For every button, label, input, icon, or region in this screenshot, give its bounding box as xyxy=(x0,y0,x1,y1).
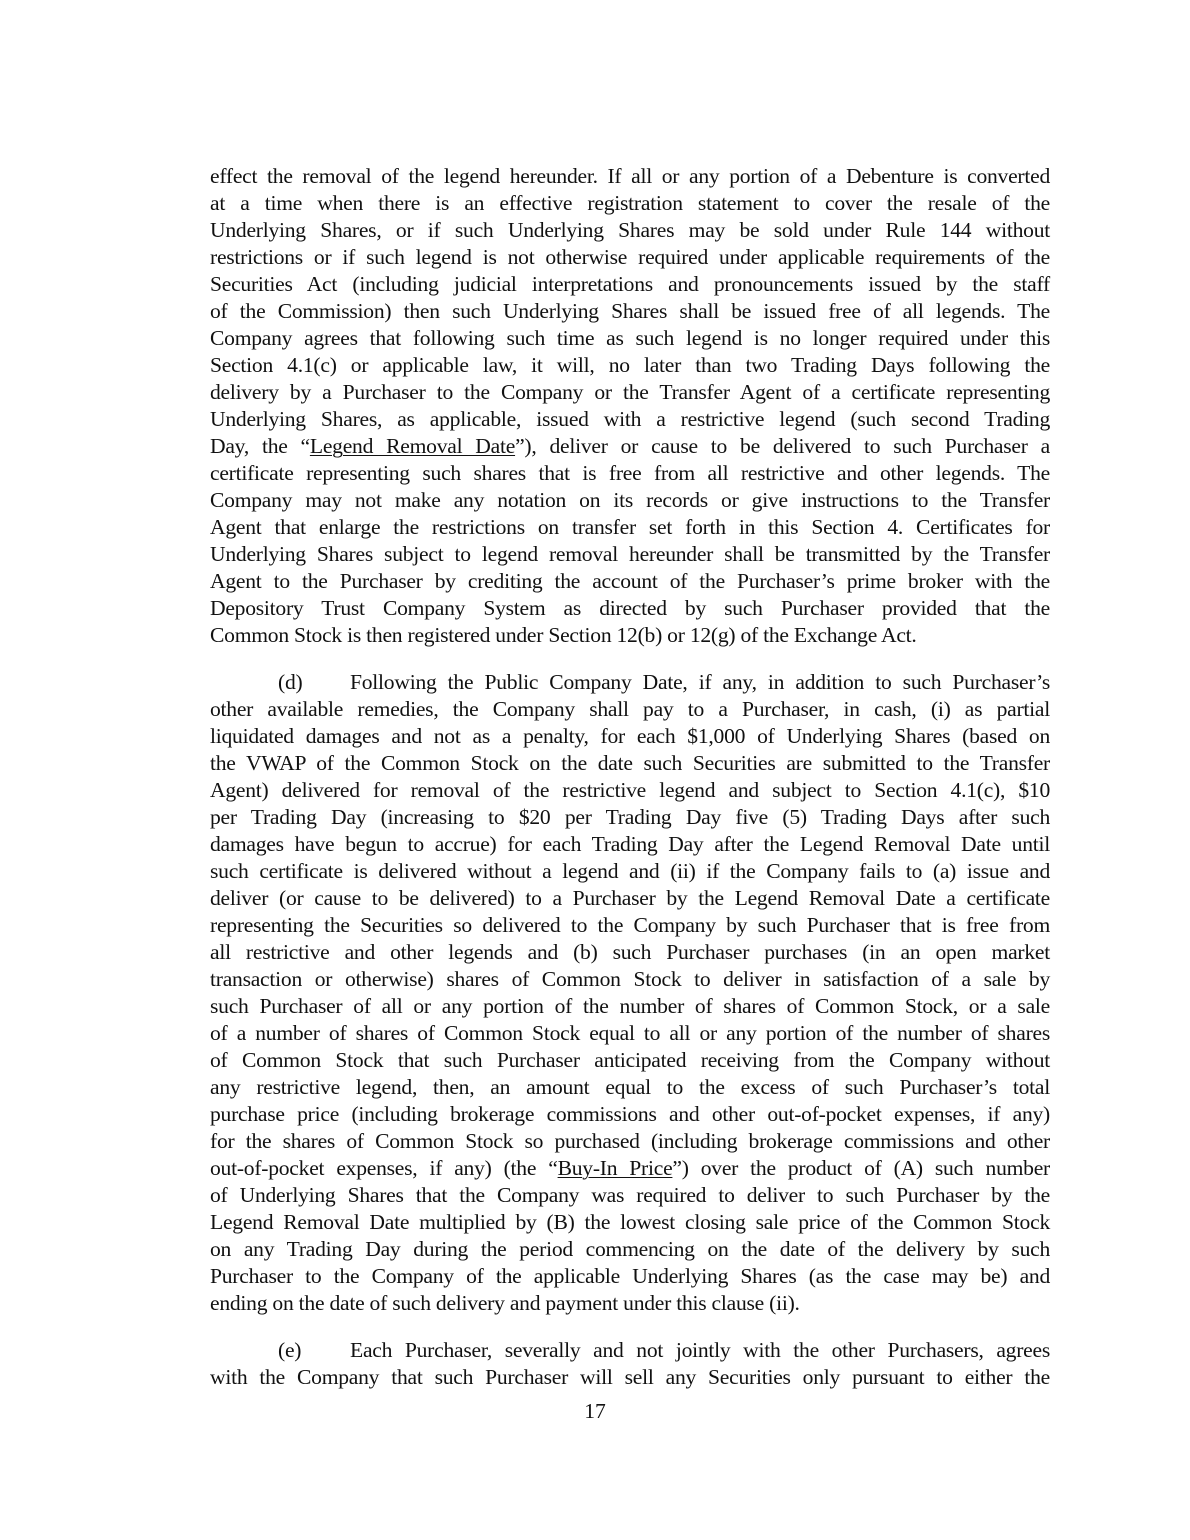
text-line: with the Company that such Purchaser will sell any Securities only pursuant to either the xyxy=(210,1365,1050,1389)
text-line: Underlying Shares, or if such Underlying Shares may be sold under Rule 144 without xyxy=(210,218,1050,242)
defined-term-buy-in-price: Buy-In Price xyxy=(557,1156,673,1180)
defined-term-legend-removal-date: Legend Removal Date xyxy=(309,434,516,458)
paragraph-c-continued xyxy=(210,163,1050,649)
text-line: of Underlying Shares that the Company was required to deliver to such Purchaser by the xyxy=(210,1183,1050,1207)
text-segment: ”), deliver or cause to be delivered to such Purchaser a xyxy=(515,434,1050,458)
paragraph-d xyxy=(210,669,1050,1317)
text-line: at a time when there is an effective registration statement to cover the resale of the xyxy=(210,191,1050,215)
text-segment: ”) over the product of (A) such number xyxy=(672,1156,1050,1180)
text-line: the VWAP of the Common Stock on the date such Securities are submitted to the Transfer xyxy=(210,751,1050,775)
text-line: Underlying Shares, as applicable, issued with a restrictive legend (such second Trading xyxy=(210,407,1050,431)
text-line: effect the removal of the legend hereunder. If all or any portion of a Debenture is converted xyxy=(210,164,1050,188)
text-segment: out-of-pocket expenses, if any) (the “ xyxy=(210,1156,558,1180)
paragraph-first-line xyxy=(210,1337,1050,1364)
text-segment: Day, the “ xyxy=(210,434,310,458)
text-line: other available remedies, the Company shall pay to a Purchaser, in cash, (i) as partial xyxy=(210,697,1050,721)
text-segment: Each Purchaser, severally and not jointly with the other Purchasers, agrees xyxy=(350,1338,1050,1362)
text-line: Agent to the Purchaser by crediting the account of the Purchaser’s prime broker with the xyxy=(210,569,1050,593)
text-line: of Common Stock that such Purchaser anticipated receiving from the Company without xyxy=(210,1048,1050,1072)
text-line: of a number of shares of Common Stock equal to all or any portion of the number of shares xyxy=(210,1021,1050,1045)
text-line: on any Trading Day during the period commencing on the date of the delivery by such xyxy=(210,1237,1050,1261)
text-line: all restrictive and other legends and (b) such Purchaser purchases (in an open market xyxy=(210,940,1050,964)
text-line: Purchaser to the Company of the applicable Underlying Shares (as the case may be) and xyxy=(210,1264,1050,1288)
text-line: for the shares of Common Stock so purchased (including brokerage commissions and other xyxy=(210,1129,1050,1153)
text-line: restrictions or if such legend is not otherwise required under applicable requirements of the xyxy=(210,245,1050,269)
text-line: such Purchaser of all or any portion of the number of shares of Common Stock, or a sale xyxy=(210,994,1050,1018)
page-number: 17 xyxy=(584,1399,606,1423)
text-line: Legend Removal Date multiplied by (B) the lowest closing sale price of the Common Stock xyxy=(210,1210,1050,1234)
text-line: representing the Securities so delivered to the Company by such Purchaser that is free from xyxy=(210,913,1050,937)
text-line: Agent that enlarge the restrictions on transfer set forth in this Section 4. Certificates for xyxy=(210,515,1050,539)
text-line: ending on the date of such delivery and payment under this clause (ii). xyxy=(210,1291,800,1315)
paragraph-label: (e) xyxy=(278,1338,302,1362)
text-line: delivery by a Purchaser to the Company or the Transfer Agent of a certificate representing xyxy=(210,380,1050,404)
paragraph-e xyxy=(210,1337,1050,1391)
text-line: Securities Act (including judicial interpretations and pronouncements issued by the staff xyxy=(210,272,1050,296)
paragraph-label: (d) xyxy=(278,670,303,694)
paragraph-first-line xyxy=(210,669,1050,696)
text-line: damages have begun to accrue) for each Trading Day after the Legend Removal Date until xyxy=(210,832,1050,856)
text-line: Underlying Shares subject to legend removal hereunder shall be transmitted by the Transfer xyxy=(210,542,1050,566)
text-line: deliver (or cause to be delivered) to a Purchaser by the Legend Removal Date a certificate xyxy=(210,886,1050,910)
text-line: Company agrees that following such time as such legend is no longer required under this xyxy=(210,326,1050,350)
text-line: Agent) delivered for removal of the restrictive legend and subject to Section 4.1(c), $10 xyxy=(210,778,1050,802)
text-line: certificate representing such shares that is free from all restrictive and other legends. The xyxy=(210,461,1050,485)
text-line: such certificate is delivered without a legend and (ii) if the Company fails to (a) issue and xyxy=(210,859,1050,883)
text-line: liquidated damages and not as a penalty, for each $1,000 of Underlying Shares (based on xyxy=(210,724,1050,748)
text-line: Depository Trust Company System as directed by such Purchaser provided that the xyxy=(210,596,1050,620)
text-line: any restrictive legend, then, an amount equal to the excess of such Purchaser’s total xyxy=(210,1075,1050,1099)
text-line: Section 4.1(c) or applicable law, it will, no later than two Trading Days following the xyxy=(210,353,1050,377)
text-line: Company may not make any notation on its records or give instructions to the Transfer xyxy=(210,488,1050,512)
text-line: Common Stock is then registered under Section 12(b) or 12(g) of the Exchange Act. xyxy=(210,623,917,647)
text-line-with-defined-term xyxy=(210,433,1050,460)
text-segment: Following the Public Company Date, if any, in addition to such Purchaser’s xyxy=(350,670,1050,694)
text-line: of the Commission) then such Underlying Shares shall be issued free of all legends. The xyxy=(210,299,1050,323)
text-line: per Trading Day (increasing to $20 per Trading Day five (5) Trading Days after such xyxy=(210,805,1050,829)
text-line: purchase price (including brokerage commissions and other out-of-pocket expenses, if any) xyxy=(210,1102,1050,1126)
text-line: transaction or otherwise) shares of Common Stock to deliver in satisfaction of a sale by xyxy=(210,967,1050,991)
text-line-with-defined-term xyxy=(210,1155,1050,1182)
